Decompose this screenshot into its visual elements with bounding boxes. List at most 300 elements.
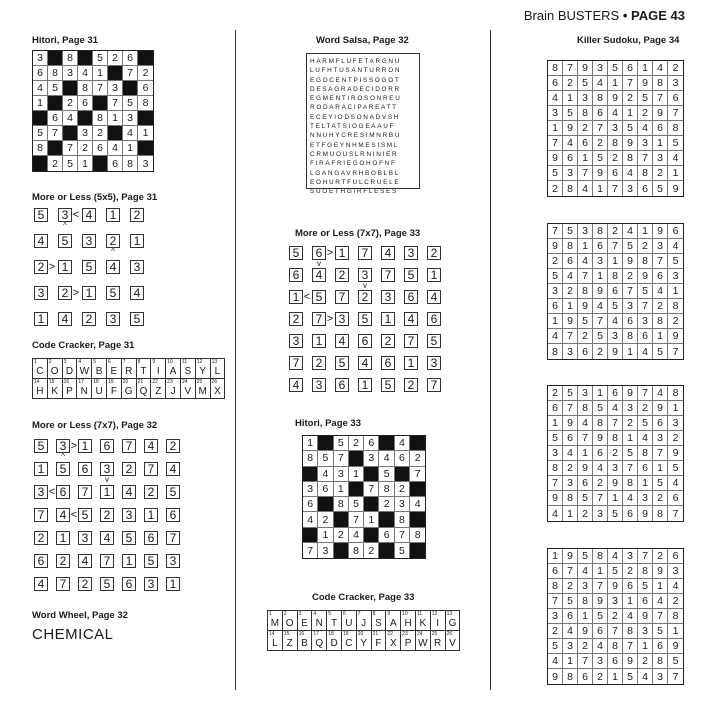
grid-cell: 5 (653, 344, 668, 359)
grid-cell: 4 (593, 461, 608, 476)
mol-cell: 1 (34, 312, 48, 326)
grid-cell: 7 (364, 482, 379, 497)
grid-cell: 3 (142, 157, 149, 170)
code-letter: V (449, 638, 456, 649)
grid-cell: 6 (138, 81, 153, 96)
grid-cell: 9 (548, 491, 563, 506)
mol-cell: 5 (58, 234, 72, 248)
grid-cell: 8 (653, 76, 668, 91)
code-cracker-cell (446, 631, 461, 651)
grid-cell: 8 (349, 543, 364, 558)
code-cracker-cell (107, 359, 122, 379)
grid-cell: 5 (578, 76, 593, 91)
grid-cell: 2 (410, 451, 425, 466)
grid-cell: 2 (138, 66, 153, 81)
grid-cell: 2 (48, 156, 63, 171)
grid-cell: 4 (563, 624, 578, 639)
shaded-cell (334, 512, 349, 527)
inequality-sign: > (326, 247, 334, 259)
grid-cell: 2 (318, 512, 333, 527)
grid-cell: 3 (63, 66, 78, 81)
code-number: 25 (196, 379, 203, 385)
code-cracker-cell (107, 379, 122, 399)
code-letter: G (448, 618, 457, 629)
grid-cell: 4 (593, 299, 608, 314)
grid-cell: 8 (668, 386, 683, 401)
code-letter: D (330, 638, 338, 649)
grid-cell: 3 (108, 81, 123, 96)
grid-cell: 3 (668, 564, 683, 579)
code-cracker-cell (431, 611, 446, 631)
grid-cell: 6 (123, 51, 138, 66)
grid-cell: 7 (578, 431, 593, 446)
grid-cell: 1 (318, 528, 333, 543)
column-divider-right (490, 30, 491, 690)
word-salsa-row: RODARACIPAREATT (310, 104, 398, 112)
mol-cell: 1 (82, 286, 96, 300)
mol-cell: 5 (100, 577, 114, 591)
grid-cell: 1 (638, 476, 653, 491)
mol-cell: 1 (166, 577, 180, 591)
grid-cell: 3 (548, 446, 563, 461)
shaded-cell (364, 467, 379, 482)
word-salsa-row: DESAGRADECIDORR (310, 85, 401, 93)
grid-cell: 4 (578, 564, 593, 579)
code-letter: I (156, 366, 160, 377)
mol-cell: 2 (358, 290, 372, 304)
grid-cell: 6 (48, 111, 63, 126)
shaded-cell (123, 81, 138, 96)
mol-cell: 2 (58, 286, 72, 300)
grid-cell: 8 (395, 512, 410, 527)
code-letter: Y (360, 638, 368, 649)
grid-cell: 7 (349, 512, 364, 527)
word-salsa-row: LUFHTUSANTURRON (310, 67, 402, 75)
grid-cell: 2 (623, 269, 638, 284)
grid-cell: 4 (548, 506, 563, 521)
grid-cell: 3 (638, 491, 653, 506)
grid-cell: 5 (93, 51, 108, 66)
code-cracker-cell (63, 379, 78, 399)
grid-cell: 6 (638, 461, 653, 476)
grid-cell: 2 (379, 497, 394, 512)
code-cracker-cell (416, 631, 431, 651)
grid-cell: 7 (548, 476, 563, 491)
grid-cell: 5 (623, 446, 638, 461)
grid-cell: 6 (578, 136, 593, 151)
grid-cell: 4 (395, 436, 410, 451)
mol-cell: 5 (34, 208, 48, 222)
mol-cell: 4 (100, 531, 114, 545)
grid-cell: 9 (638, 609, 653, 624)
mol-cell: 1 (358, 378, 372, 392)
grid-cell: 1 (653, 136, 668, 151)
grid-cell: 5 (563, 224, 578, 239)
grid-cell: 6 (608, 166, 623, 181)
grid-cell: 8 (638, 446, 653, 461)
grid-cell: 9 (668, 329, 683, 344)
grid-cell: 8 (78, 81, 93, 96)
grid-cell: 9 (638, 269, 653, 284)
mol-cell: 3 (312, 378, 326, 392)
grid-cell: 3 (638, 314, 653, 329)
grid-cell: 5 (33, 126, 48, 141)
vertical-inequality-sign: v (363, 281, 367, 290)
grid-cell: 8 (578, 284, 593, 299)
more-or-less-7x7-32-grid (34, 439, 184, 594)
grid-cell: 5 (379, 467, 394, 482)
grid-cell: 3 (593, 254, 608, 269)
mol-cell: 3 (358, 268, 372, 282)
grid-cell: 3 (608, 594, 623, 609)
grid-cell: 3 (638, 624, 653, 639)
killer-sudoku-grid-4 (547, 548, 684, 685)
grid-cell: 1 (623, 594, 638, 609)
column-divider-left (235, 30, 236, 690)
grid-cell: 2 (548, 181, 563, 196)
code-cracker-cell (77, 379, 92, 399)
mol-cell: 3 (82, 234, 96, 248)
mol-cell: 2 (427, 246, 441, 260)
code-letter: K (51, 386, 59, 397)
code-number: 24 (181, 379, 188, 385)
grid-cell: 2 (668, 594, 683, 609)
code-cracker-cell (401, 631, 416, 651)
grid-cell: 6 (638, 181, 653, 196)
inequality-sign: > (326, 313, 334, 325)
grid-cell: 8 (608, 431, 623, 446)
grid-cell: 8 (653, 654, 668, 669)
code-number: 25 (431, 631, 438, 637)
grid-cell: 9 (668, 446, 683, 461)
code-number: 13 (211, 359, 218, 365)
code-number: 3 (298, 611, 302, 617)
mol-cell: 1 (312, 334, 326, 348)
grid-cell: 8 (48, 66, 63, 81)
code-number: 15 (48, 379, 55, 385)
grid-cell: 3 (623, 181, 638, 196)
grid-cell: 8 (578, 106, 593, 121)
grid-cell: 1 (653, 461, 668, 476)
grid-cell: 4 (563, 446, 578, 461)
grid-cell: 1 (578, 609, 593, 624)
code-cracker-cell (151, 379, 166, 399)
shaded-cell (303, 528, 318, 543)
word-salsa-row: EGMENTIROSONREU (310, 95, 402, 103)
shaded-cell (318, 497, 333, 512)
grid-cell: 5 (563, 594, 578, 609)
grid-cell: 6 (78, 96, 93, 111)
grid-cell: 3 (668, 76, 683, 91)
title-more-or-less-7x7-33: More or Less (7x7), Page 33 (295, 228, 421, 239)
grid-cell: 1 (593, 564, 608, 579)
code-letter: Y (199, 366, 206, 377)
grid-cell: 1 (593, 269, 608, 284)
shaded-cell (364, 497, 379, 512)
mol-cell: 7 (100, 554, 114, 568)
title-word-salsa-32: Word Salsa, Page 32 (316, 35, 409, 46)
code-number: 21 (372, 631, 379, 637)
code-number: 10 (167, 359, 173, 365)
grid-cell: 5 (48, 81, 63, 96)
code-number: 19 (342, 631, 349, 637)
shaded-cell (318, 436, 333, 451)
code-cracker-cell (342, 611, 357, 631)
title-word-wheel-32: Word Wheel, Page 32 (32, 610, 128, 621)
grid-cell: 5 (593, 151, 608, 166)
mol-cell: 3 (289, 334, 303, 348)
grid-cell: 5 (668, 461, 683, 476)
grid-cell: 5 (653, 476, 668, 491)
grid-cell: 4 (578, 181, 593, 196)
code-number: 19 (107, 379, 114, 385)
code-letter: R (125, 366, 133, 377)
grid-cell: 3 (563, 166, 578, 181)
mol-cell: 6 (78, 462, 92, 476)
grid-cell: 6 (653, 639, 668, 654)
grid-cell: 2 (548, 624, 563, 639)
grid-cell: 8 (578, 401, 593, 416)
grid-cell: 7 (593, 121, 608, 136)
grid-cell: 5 (563, 386, 578, 401)
mol-cell: 3 (34, 485, 48, 499)
code-cracker-cell (401, 611, 416, 631)
grid-cell: 8 (623, 624, 638, 639)
grid-cell: 2 (593, 669, 608, 684)
grid-cell: 6 (608, 386, 623, 401)
shaded-cell (48, 141, 63, 156)
grid-cell: 2 (623, 564, 638, 579)
grid-cell: 5 (548, 269, 563, 284)
grid-cell: 2 (653, 299, 668, 314)
mol-cell: 5 (106, 286, 120, 300)
hitori-31-grid (32, 50, 154, 172)
grid-cell: 5 (668, 254, 683, 269)
grid-cell: 7 (623, 284, 638, 299)
mol-cell: 5 (312, 290, 326, 304)
mol-cell: 2 (122, 462, 136, 476)
grid-cell: 8 (653, 314, 668, 329)
grid-cell: 7 (395, 528, 410, 543)
grid-cell: 4 (638, 431, 653, 446)
shaded-cell (48, 51, 63, 66)
mol-cell: 2 (100, 508, 114, 522)
page-number: PAGE 43 (631, 8, 685, 23)
grid-cell: 6 (578, 476, 593, 491)
code-cracker-cell (166, 379, 181, 399)
code-letter: C (36, 366, 44, 377)
mol-cell: 3 (56, 439, 70, 453)
grid-cell: 1 (623, 431, 638, 446)
grid-cell: 7 (578, 269, 593, 284)
code-number: 14 (34, 379, 40, 385)
grid-cell: 1 (548, 416, 563, 431)
code-number: 23 (167, 379, 173, 385)
grid-cell: 5 (63, 156, 78, 171)
code-cracker-cell (137, 379, 152, 399)
grid-cell: 4 (653, 61, 668, 76)
grid-cell: 1 (93, 66, 108, 81)
code-letter: X (389, 638, 397, 649)
grid-cell: 9 (608, 476, 623, 491)
mol-cell: 4 (427, 290, 441, 304)
code-letter: L (272, 638, 278, 649)
grid-cell: 3 (653, 151, 668, 166)
grid-cell: 7 (608, 239, 623, 254)
grid-cell: 4 (563, 136, 578, 151)
grid-cell: 2 (593, 136, 608, 151)
mol-cell: 6 (144, 531, 158, 545)
title-code-cracker-31: Code Cracker, Page 31 (32, 340, 135, 351)
grid-cell: 7 (653, 91, 668, 106)
word-salsa-row: NNUHYCRESIMNRBU (310, 132, 402, 140)
mol-cell: 3 (166, 554, 180, 568)
grid-cell: 1 (593, 181, 608, 196)
code-number: 1 (34, 359, 37, 365)
shaded-cell (78, 111, 93, 126)
grid-cell: 6 (623, 579, 638, 594)
grid-cell: 9 (653, 106, 668, 121)
grid-cell: 2 (563, 579, 578, 594)
code-number: 12 (196, 359, 203, 365)
grid-cell: 3 (578, 579, 593, 594)
grid-cell: 7 (334, 451, 349, 466)
code-letter: B (95, 366, 103, 377)
grid-cell: 1 (123, 141, 138, 156)
grid-cell: 7 (672, 507, 679, 520)
grid-cell: 5 (608, 506, 623, 521)
mol-cell: 2 (34, 260, 48, 274)
mol-cell: 5 (34, 439, 48, 453)
grid-cell: 1 (548, 121, 563, 136)
grid-cell: 4 (623, 491, 638, 506)
mol-cell: 6 (381, 356, 395, 370)
mol-cell: 4 (58, 312, 72, 326)
word-salsa-row: LGANGAVRHBOBLBL (310, 169, 401, 177)
grid-cell: 4 (653, 284, 668, 299)
more-or-less-7x7-33-grid (289, 246, 439, 401)
grid-cell: 6 (623, 506, 638, 521)
grid-cell: 2 (638, 401, 653, 416)
grid-cell: 4 (668, 239, 683, 254)
grid-cell: 9 (593, 284, 608, 299)
grid-cell: 8 (548, 344, 563, 359)
mol-cell: 2 (34, 531, 48, 545)
word-salsa-row: TELTATSIOGEAAUF (310, 123, 396, 131)
grid-cell: 6 (548, 299, 563, 314)
code-cracker-cell (211, 379, 226, 399)
grid-cell: 9 (608, 91, 623, 106)
grid-cell: 8 (653, 506, 668, 521)
grid-cell: 3 (623, 549, 638, 564)
grid-cell: 7 (548, 224, 563, 239)
grid-cell: 6 (668, 491, 683, 506)
grid-cell: 3 (563, 476, 578, 491)
grid-cell: 1 (593, 386, 608, 401)
grid-cell: 2 (653, 166, 668, 181)
grid-cell: 1 (578, 446, 593, 461)
code-cracker-cell (122, 359, 137, 379)
code-letter: C (345, 638, 353, 649)
mol-cell: 1 (34, 462, 48, 476)
mol-cell: 7 (335, 290, 349, 304)
mol-cell: 2 (289, 312, 303, 326)
grid-cell: 1 (623, 344, 638, 359)
code-cracker-cell (298, 631, 313, 651)
grid-cell: 5 (593, 329, 608, 344)
grid-cell: 4 (548, 329, 563, 344)
grid-cell: 3 (653, 669, 668, 684)
grid-cell: 9 (623, 254, 638, 269)
code-cracker-cell (63, 359, 78, 379)
inequality-sign: > (72, 287, 80, 299)
grid-cell: 1 (548, 314, 563, 329)
code-number: 7 (122, 359, 126, 365)
code-cracker-cell (431, 631, 446, 651)
mol-cell: 3 (381, 290, 395, 304)
grid-cell: 2 (563, 284, 578, 299)
shaded-cell (93, 156, 108, 171)
grid-cell: 4 (593, 76, 608, 91)
grid-cell: 4 (63, 111, 78, 126)
grid-cell: 1 (653, 329, 668, 344)
code-letter: X (214, 386, 221, 397)
hitori-33-grid (302, 435, 426, 559)
grid-cell: 6 (563, 609, 578, 624)
grid-cell: 4 (33, 81, 48, 96)
grid-cell: 7 (653, 446, 668, 461)
code-letter: M (198, 386, 207, 397)
grid-cell: 5 (653, 181, 668, 196)
shaded-cell (93, 96, 108, 111)
mol-cell: 5 (122, 531, 136, 545)
code-letter: P (66, 386, 73, 397)
grid-cell: 1 (563, 91, 578, 106)
mol-cell: 1 (106, 208, 120, 222)
grid-cell: 7 (638, 386, 653, 401)
grid-cell: 5 (653, 624, 668, 639)
mol-cell: 7 (427, 378, 441, 392)
mol-cell: 2 (106, 234, 120, 248)
grid-cell: 3 (548, 609, 563, 624)
grid-cell: 8 (608, 639, 623, 654)
grid-cell: 6 (395, 451, 410, 466)
shaded-cell (33, 111, 48, 126)
code-number: 9 (387, 611, 391, 617)
grid-cell: 5 (395, 543, 410, 558)
word-salsa-row: ECEYIODSONADVSH (310, 113, 401, 121)
grid-cell: 7 (623, 76, 638, 91)
grid-cell: 6 (563, 151, 578, 166)
code-cracker-cell (48, 359, 63, 379)
grid-cell: 5 (548, 166, 563, 181)
mol-cell: 2 (335, 268, 349, 282)
vertical-inequality-sign: v (105, 475, 109, 484)
code-number: 16 (63, 379, 70, 385)
grid-cell: 1 (668, 624, 683, 639)
grid-cell: 4 (638, 121, 653, 136)
mol-cell: 1 (58, 260, 72, 274)
grid-cell: 6 (593, 624, 608, 639)
grid-cell: 1 (78, 156, 93, 171)
code-cracker-cell (181, 379, 196, 399)
grid-cell: 1 (638, 639, 653, 654)
grid-cell: 9 (593, 431, 608, 446)
grid-cell: 4 (608, 549, 623, 564)
code-letter: H (36, 386, 44, 397)
grid-cell: 8 (638, 166, 653, 181)
grid-cell: 3 (593, 506, 608, 521)
